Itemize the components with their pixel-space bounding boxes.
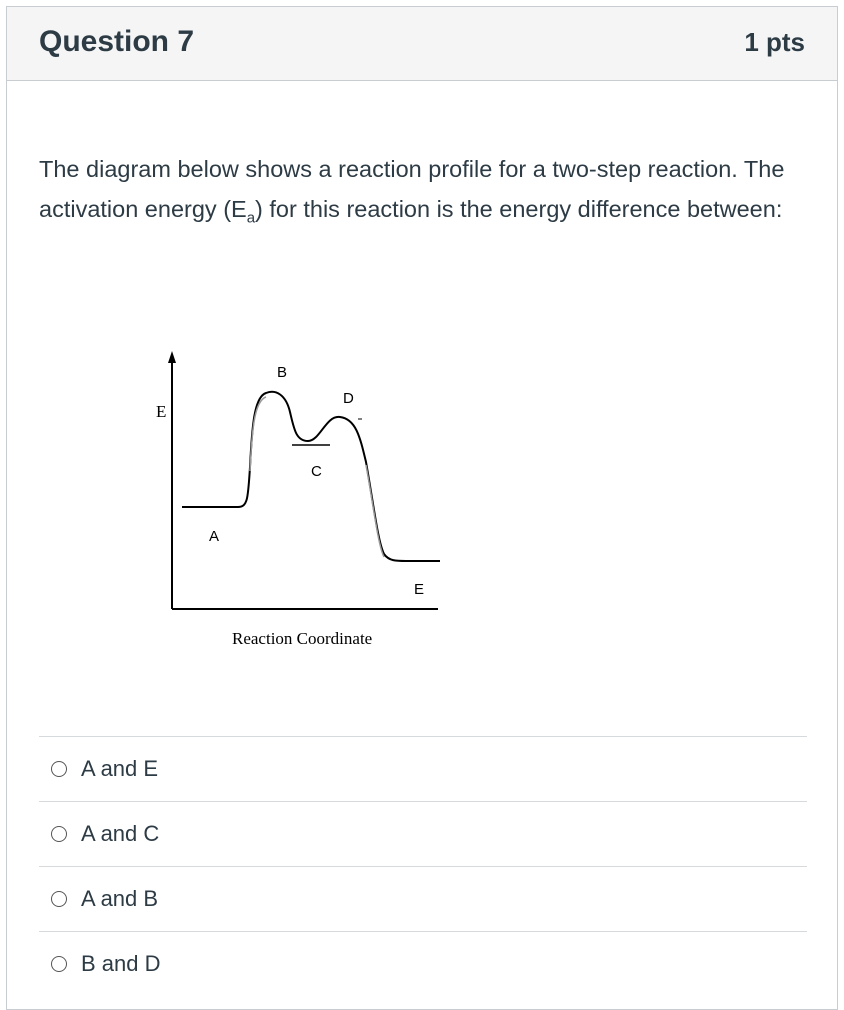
y-axis-label: E bbox=[156, 402, 167, 421]
radio-button[interactable] bbox=[51, 761, 67, 777]
answer-option[interactable] bbox=[39, 801, 807, 866]
answer-option[interactable] bbox=[39, 931, 807, 996]
answer-option[interactable] bbox=[39, 866, 807, 931]
point-label-a: A bbox=[209, 528, 220, 545]
question-text-part1: The diagram below shows a reaction profile for a two-step reaction. The activation energy (E bbox=[39, 156, 785, 222]
point-label-c: C bbox=[311, 463, 322, 480]
answer-option[interactable] bbox=[39, 736, 807, 801]
question-header bbox=[7, 7, 837, 81]
y-axis-arrow bbox=[168, 351, 176, 363]
question-title: Question 7 bbox=[39, 25, 195, 58]
answer-label: A and B bbox=[81, 886, 159, 911]
point-label-b: B bbox=[277, 364, 288, 381]
point-label-d: D bbox=[343, 390, 354, 407]
question-text-subscript: a bbox=[246, 209, 256, 227]
question-points: 1 pts bbox=[744, 27, 805, 57]
x-axis-label: Reaction Coordinate bbox=[232, 629, 373, 648]
answer-list bbox=[39, 736, 807, 996]
question-text bbox=[39, 149, 799, 239]
question-text-part2: ) for this reaction is the energy difference between: bbox=[255, 196, 783, 222]
answer-label: B and D bbox=[81, 951, 161, 976]
answer-label: A and E bbox=[81, 756, 159, 781]
radio-button[interactable] bbox=[51, 891, 67, 907]
point-label-e: E bbox=[414, 581, 425, 598]
radio-button[interactable] bbox=[51, 956, 67, 972]
question-card bbox=[6, 6, 838, 1010]
radio-button[interactable] bbox=[51, 826, 67, 842]
reaction-profile-diagram bbox=[144, 347, 464, 667]
answer-label: A and C bbox=[81, 821, 160, 846]
